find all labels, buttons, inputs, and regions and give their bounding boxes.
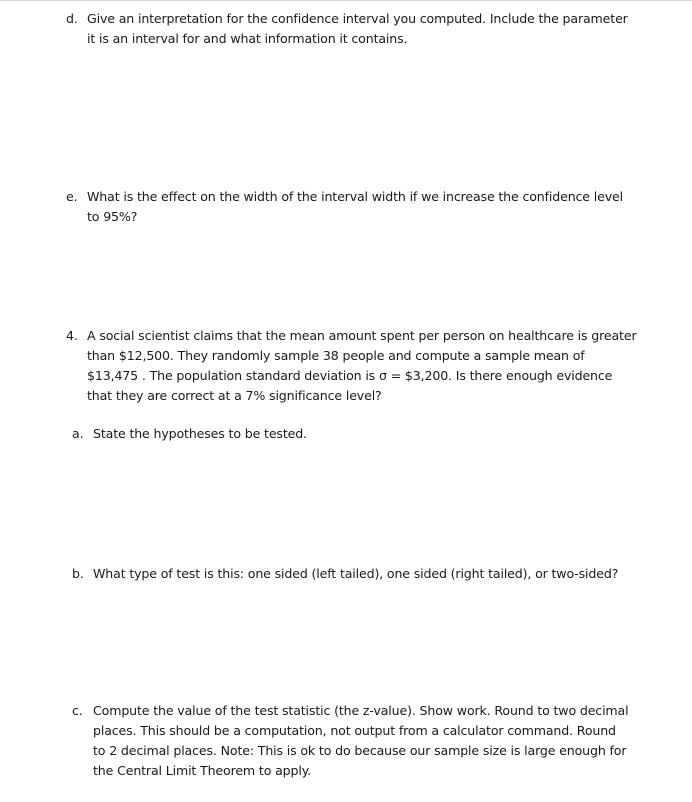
- question-e-marker: e.: [66, 189, 78, 204]
- question-b-marker: b.: [72, 566, 84, 581]
- problem-4-marker: 4.: [66, 328, 78, 343]
- question-d-text: Give an interpretation for the confidence interval you computed. Include the parameter it is an interval for and what information it contains.: [87, 11, 628, 46]
- question-d-marker: d.: [66, 11, 78, 26]
- question-e: [66, 187, 666, 227]
- question-b-text: What type of test is this: one sided (left tailed), one sided (right tailed), or two-sided?: [93, 566, 619, 581]
- question-e-text: What is the effect on the width of the interval width if we increase the confidence level to 95%?: [87, 189, 623, 224]
- question-c-marker: c.: [72, 703, 83, 718]
- problem-4-text: A social scientist claims that the mean amount spent per person on healthcare is greater than $12,500. They randomly sample 38 people and compute a sample mean of $13,475 . The population standard deviation is σ = $3,200. Is there enough evidence that they are correct at a 7% significance level?: [87, 328, 637, 403]
- question-a: [72, 424, 672, 444]
- question-a-text: State the hypotheses to be tested.: [93, 426, 307, 441]
- question-d: [66, 9, 666, 49]
- page-top-border: [0, 0, 692, 1]
- question-c: [72, 701, 672, 781]
- question-b: [72, 564, 672, 584]
- problem-4: [66, 326, 666, 406]
- question-a-marker: a.: [72, 426, 84, 441]
- question-c-text: Compute the value of the test statistic (the z-value). Show work. Round to two decimal places. This should be a computation, not output from a calculator command. Round to 2 decimal places. Note: This is ok to do because our sample size is large enough for the Central Limit Theorem to apply.: [93, 703, 629, 778]
